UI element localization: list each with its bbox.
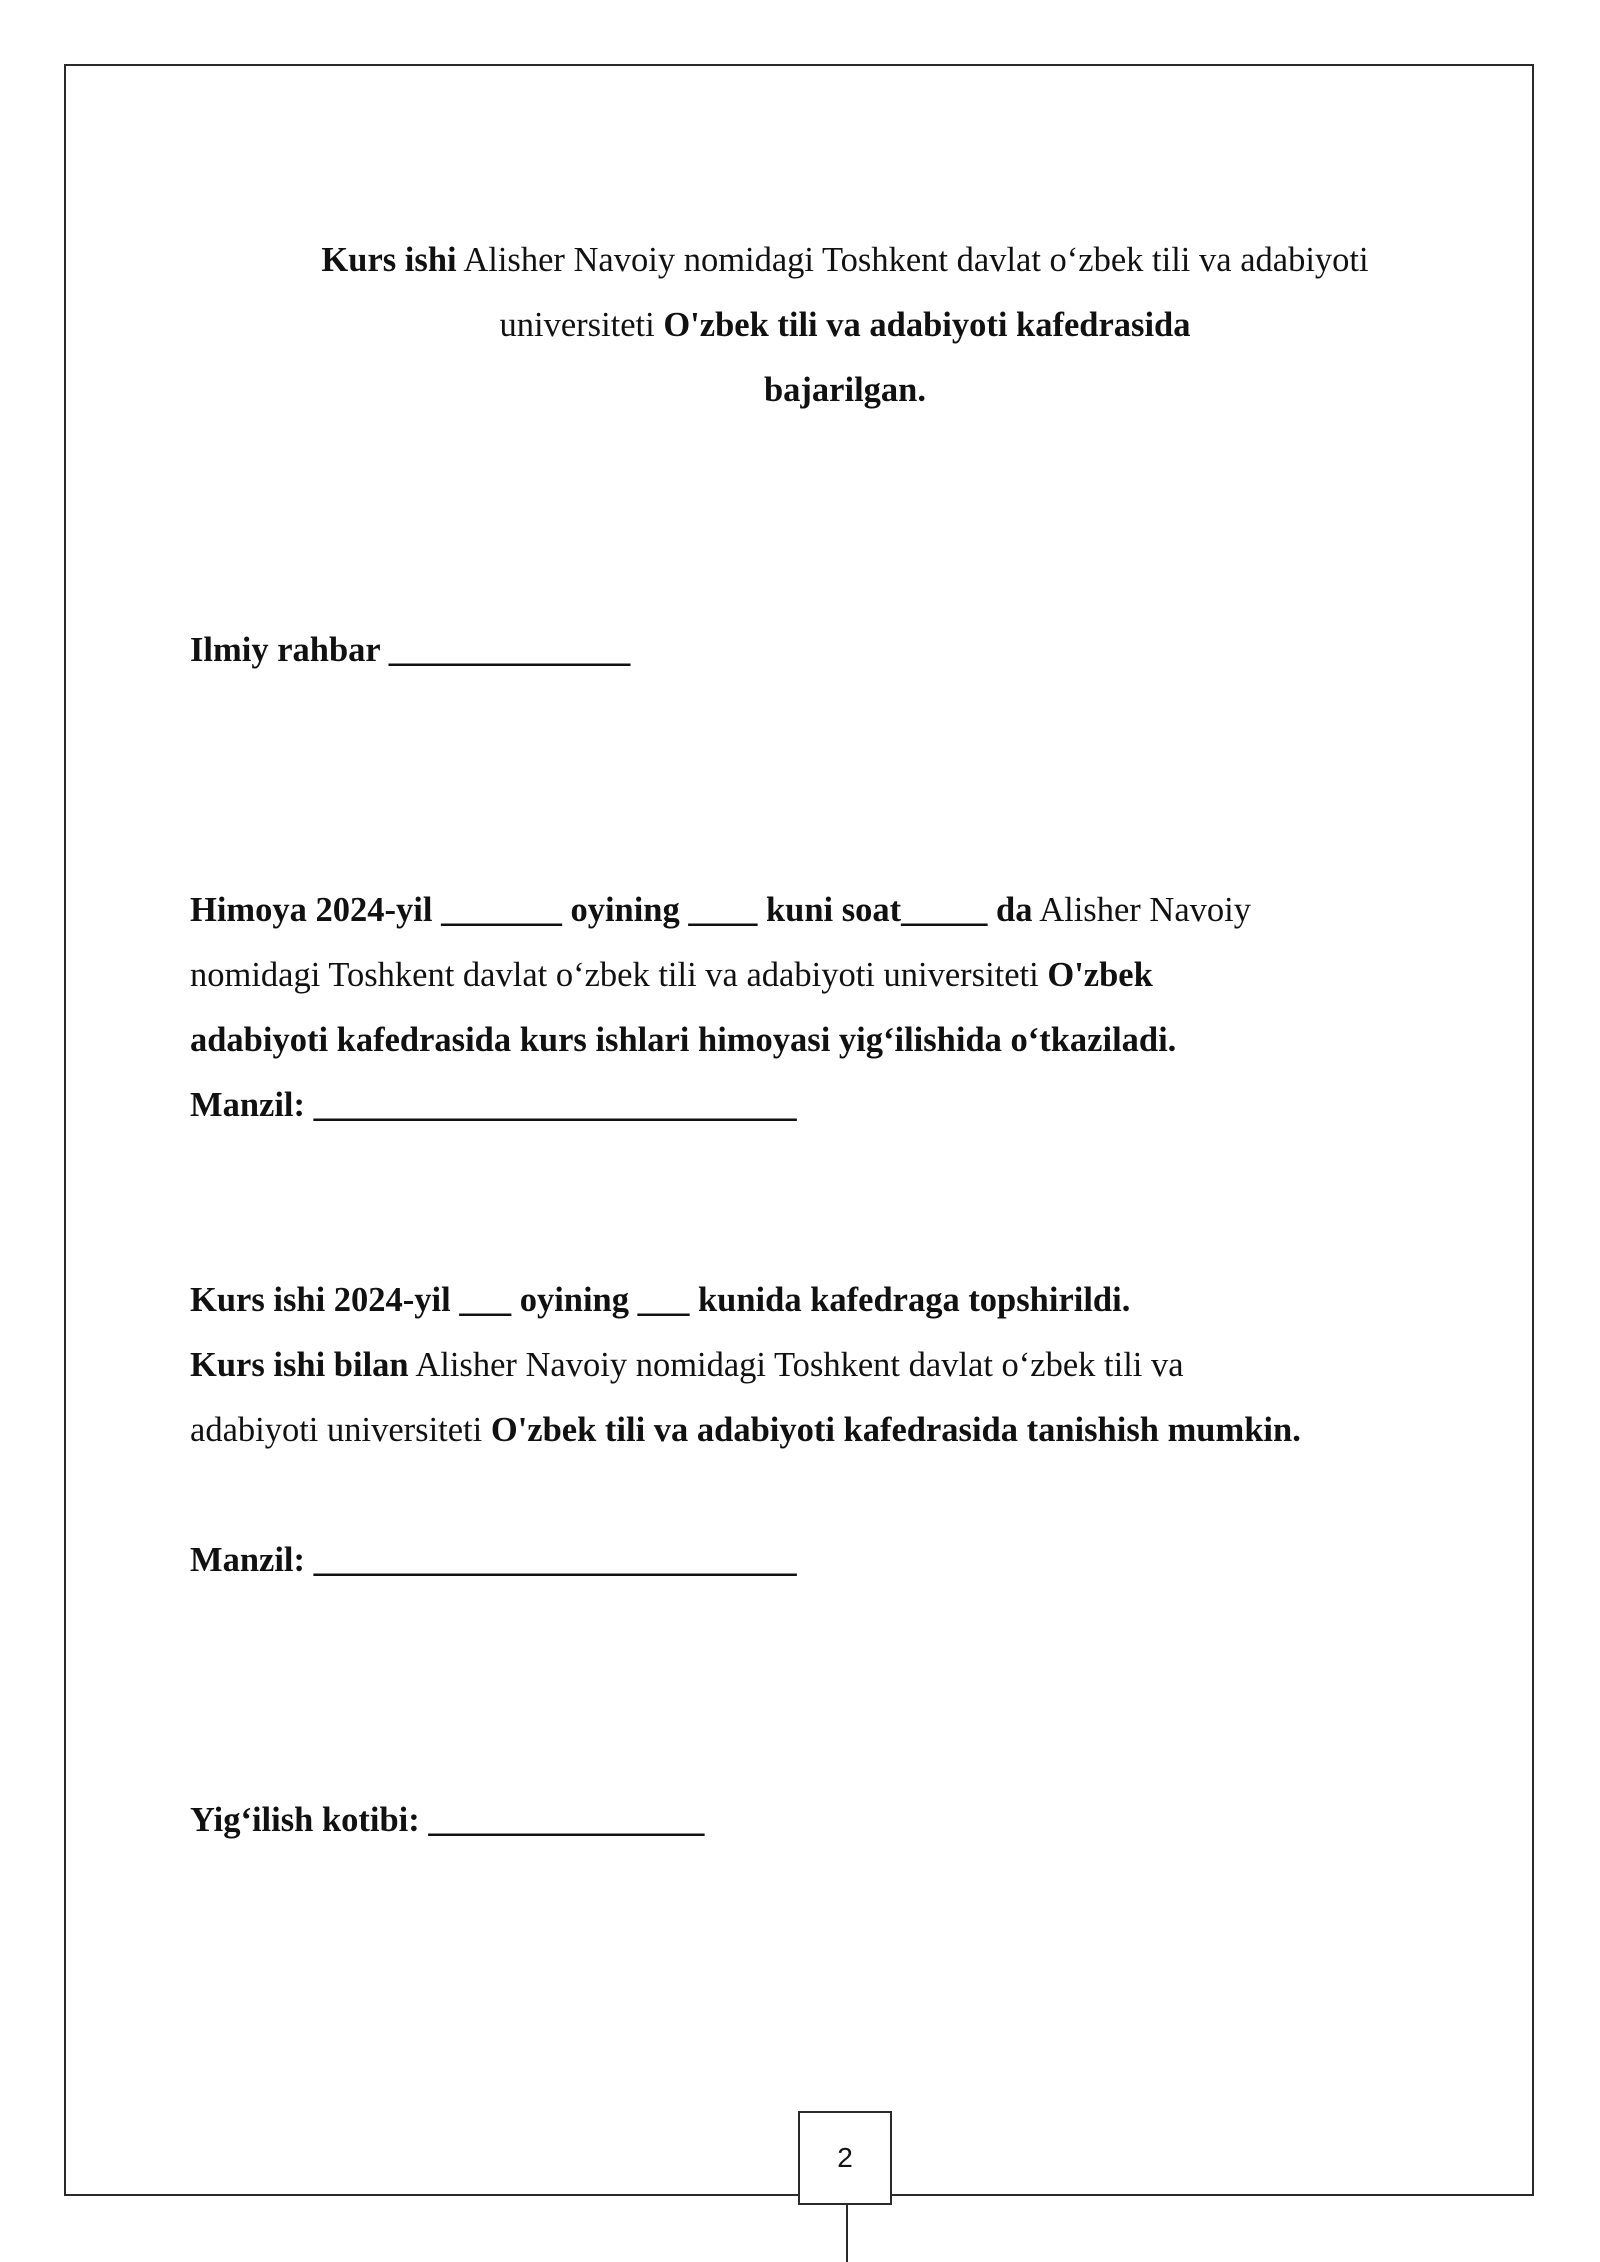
submission-line-3 bbox=[190, 1398, 1301, 1463]
secretary-label: Yig‘ilish kotibi: ________________ bbox=[190, 1801, 705, 1839]
submission-line-2 bbox=[190, 1333, 1301, 1398]
defense-university-start: Alisher Navoiy bbox=[1032, 891, 1251, 929]
submission-address-line bbox=[190, 1528, 797, 1593]
intro-line-2 bbox=[0, 293, 1600, 358]
intro-university-text: Alisher Navoiy nomidagi Toshkent davlat o‘zbek tili va adabiyoti bbox=[456, 241, 1369, 279]
intro-line-3 bbox=[0, 358, 1600, 423]
submission-date: Kurs ishi 2024-yil ___ oyining ___ kunida kafedraga topshirildi. bbox=[190, 1281, 1131, 1319]
defense-paragraph bbox=[190, 878, 1251, 1138]
defense-line-1 bbox=[190, 878, 1251, 943]
defense-department-text: adabiyoti kafedrasida kurs ishlari himoyasi yig‘ilishida o‘tkaziladi. bbox=[190, 1021, 1177, 1059]
submission-line-1 bbox=[190, 1268, 1301, 1333]
intro-line-1 bbox=[0, 228, 1600, 293]
intro-bajarilgan: bajarilgan. bbox=[764, 371, 926, 409]
supervisor-label: Ilmiy rahbar ______________ bbox=[190, 631, 631, 669]
defense-ozbek: O'zbek bbox=[1047, 956, 1153, 994]
defense-line-2 bbox=[190, 943, 1251, 1008]
intro-department: O'zbek tili va adabiyoti kafedrasida bbox=[663, 306, 1191, 344]
intro-universiteti: universiteti bbox=[499, 306, 664, 344]
page-number-connector-line bbox=[846, 2205, 848, 2262]
submission-kurs-ishi-bilan: Kurs ishi bilan bbox=[190, 1346, 409, 1384]
submission-department-text: O'zbek tili va adabiyoti kafedrasida tanishish mumkin. bbox=[490, 1411, 1301, 1449]
defense-address: Manzil: ____________________________ bbox=[190, 1086, 797, 1124]
submission-paragraph bbox=[190, 1268, 1301, 1463]
page-number: 2 bbox=[837, 2142, 853, 2173]
defense-address-line bbox=[190, 1073, 1251, 1138]
intro-paragraph bbox=[0, 228, 1600, 423]
secretary-line bbox=[190, 1788, 704, 1853]
defense-line-3 bbox=[190, 1008, 1251, 1073]
submission-address: Manzil: ____________________________ bbox=[190, 1541, 797, 1579]
page-number-box bbox=[798, 2111, 892, 2205]
submission-university-text: Alisher Navoiy nomidagi Toshkent davlat o‘zbek tili va bbox=[408, 1346, 1184, 1384]
submission-universiteti: adabiyoti universiteti bbox=[190, 1411, 491, 1449]
supervisor-line bbox=[190, 618, 630, 683]
defense-university-text: nomidagi Toshkent davlat o‘zbek tili va adabiyoti universiteti bbox=[190, 956, 1048, 994]
intro-kurs-ishi: Kurs ishi bbox=[321, 241, 457, 279]
defense-date-time: Himoya 2024-yil _______ oyining ____ kuni soat_____ da bbox=[190, 891, 1033, 929]
